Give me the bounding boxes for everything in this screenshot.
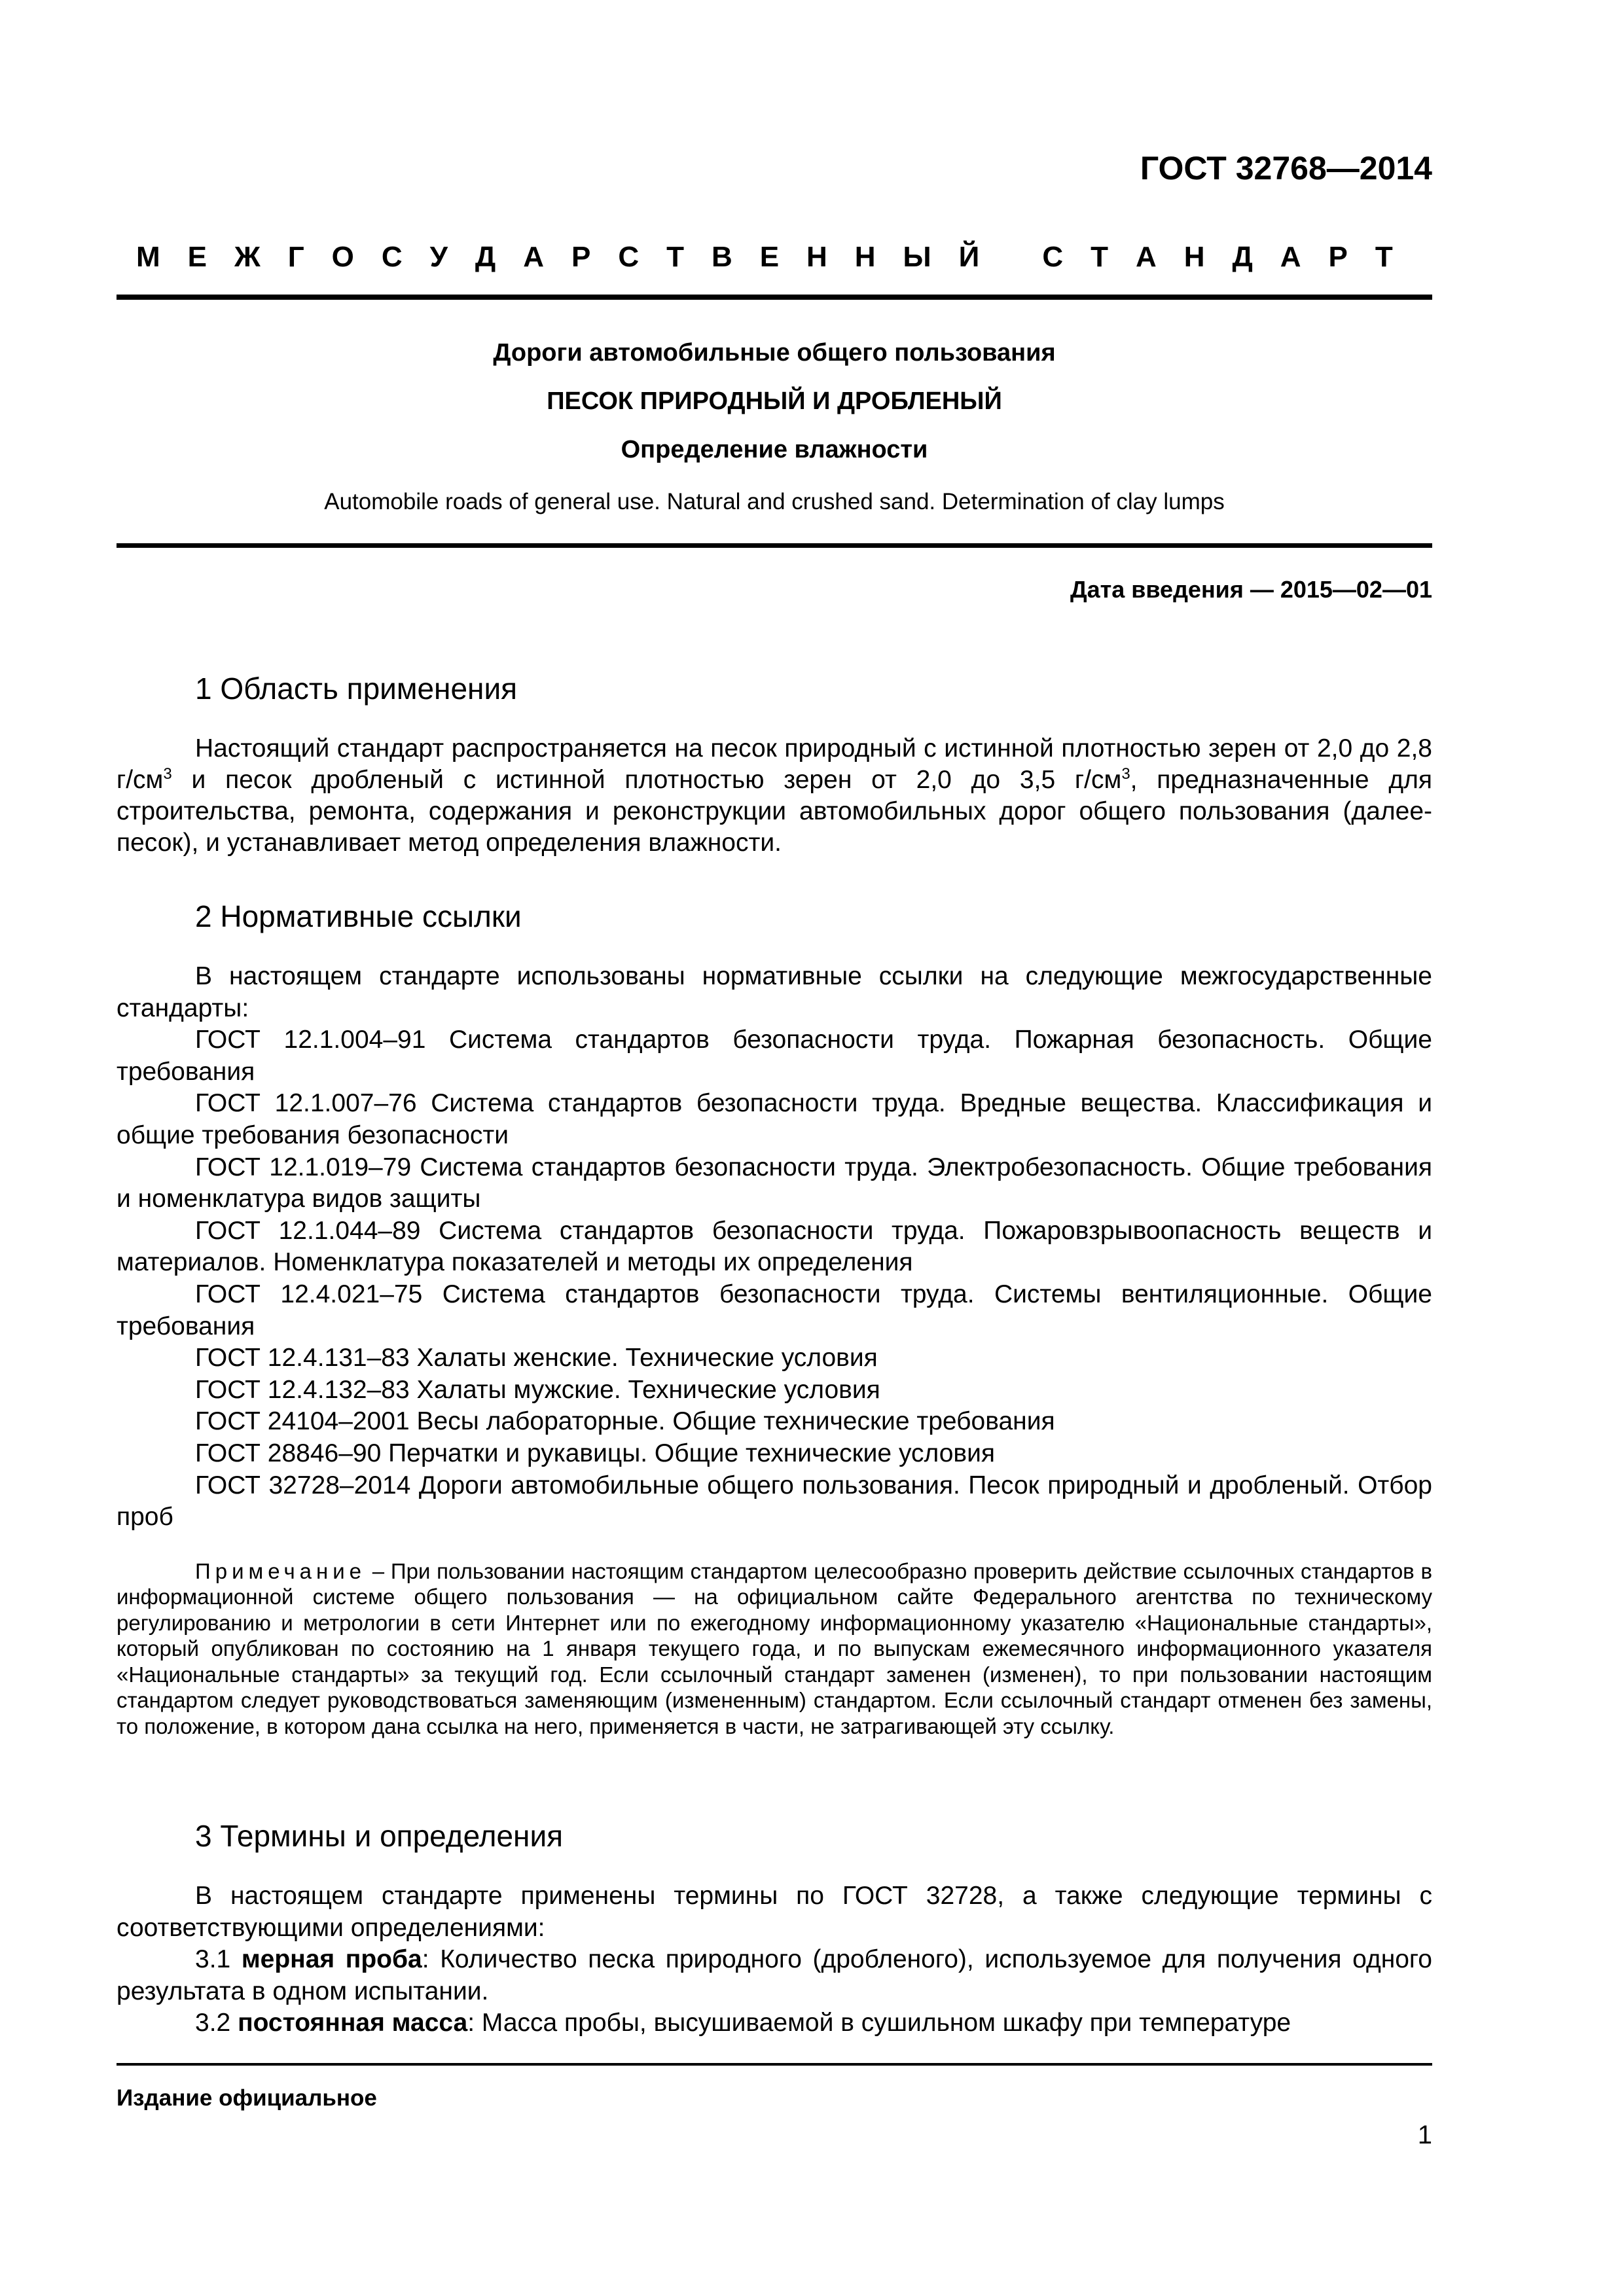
- caption-letter: В: [711, 241, 732, 273]
- term-item: [117, 2007, 1432, 2039]
- title-line-2: ПЕСОК ПРИРОДНЫЙ И ДРОБЛЕНЫЙ: [547, 387, 1002, 415]
- references-list: [117, 961, 1432, 1534]
- caption-letter: Н: [806, 241, 827, 273]
- text-run: , предназначенные для строительства, ремонта, содержания и реконструкции автомобильных дорог общего пользования (далее-песок), и устанавливает метод определения влажности.: [117, 766, 1432, 857]
- term-number: 3.2: [195, 2009, 238, 2037]
- title-block: [117, 329, 1432, 530]
- official-edition-label: Издание официальное: [117, 2085, 377, 2111]
- caption-letter: Е: [187, 241, 207, 273]
- section-heading: 3 Термины и определения: [195, 1819, 564, 1853]
- term-definition: : Масса пробы, высушиваемой в сушильном шкафу при температуре: [467, 2009, 1291, 2037]
- section-heading: 1 Область применения: [195, 672, 518, 706]
- caption-letter: О: [331, 241, 354, 273]
- caption-letter: Р: [571, 241, 591, 273]
- note-label: Примечание: [195, 1558, 367, 1583]
- term-item: [117, 1944, 1432, 2007]
- header-rule: [117, 295, 1432, 300]
- caption-letter: С: [381, 241, 403, 273]
- reference-item: ГОСТ 32728–2014 Дороги автомобильные общего пользования. Песок природный и дробленый. Отбор проб: [117, 1471, 1432, 1532]
- caption-letter: С: [618, 241, 640, 273]
- caption-letter: Д: [475, 241, 496, 273]
- reference-item: ГОСТ 24104–2001 Весы лабораторные. Общие технические требования: [195, 1407, 1055, 1436]
- caption-letter: Й: [958, 241, 980, 273]
- document-number: ГОСТ 32768—2014: [1140, 150, 1432, 187]
- caption-letter: Т: [666, 241, 684, 273]
- reference-item: ГОСТ 12.4.131–83 Халаты женские. Технические условия: [195, 1344, 878, 1372]
- caption-letter: М: [136, 241, 160, 273]
- caption-letter: Н: [854, 241, 876, 273]
- caption-letter: Т: [1091, 241, 1108, 273]
- section-terms-definitions: [117, 1816, 1432, 2039]
- reference-item: ГОСТ 12.1.004–91 Система стандартов безопасности труда. Пожарная безопасность. Общие требования: [117, 1026, 1432, 1086]
- term-name: мерная проба: [241, 1945, 422, 1974]
- term-definition: : Количество песка природного (дробленого), используемое для получения одного результата в одном испытании.: [117, 1945, 1432, 2005]
- title-line-3: Определение влажности: [621, 436, 928, 463]
- caption-letter: А: [1280, 241, 1301, 273]
- caption-letter: У: [429, 241, 448, 273]
- caption-letter: Ы: [903, 241, 931, 273]
- reference-item: ГОСТ 12.1.044–89 Система стандартов безопасности труда. Пожаровзрывоопасность веществ и материалов. Номенклатура показателей и методы их определения: [117, 1216, 1432, 1277]
- references-intro: В настоящем стандарте использованы нормативные ссылки на следующие межгосударственные стандарты:: [117, 962, 1432, 1022]
- reference-item: ГОСТ 12.4.021–75 Система стандартов безопасности труда. Системы вентиляционные. Общие требования: [117, 1280, 1432, 1340]
- caption-letter: С: [1042, 241, 1064, 273]
- caption-letter: Ж: [234, 241, 261, 273]
- superscript: 3: [163, 765, 172, 783]
- superscript: 3: [1121, 765, 1130, 783]
- reference-item: ГОСТ 12.4.132–83 Халаты мужские. Технические условия: [195, 1375, 880, 1404]
- reference-item: ГОСТ 12.1.019–79 Система стандартов безопасности труда. Электробезопасность. Общие требования и номенклатура видов защиты: [117, 1153, 1432, 1213]
- page-number: 1: [1417, 2121, 1432, 2149]
- caption-letter: Д: [1232, 241, 1253, 273]
- caption-letter: Т: [1375, 241, 1393, 273]
- title-line-1: Дороги автомобильные общего пользования: [493, 339, 1056, 367]
- english-title: Automobile roads of general use. Natural and crushed sand. Determination of clay lumps: [324, 489, 1225, 514]
- footer-rule: [117, 2063, 1432, 2066]
- section-paragraph: [117, 733, 1432, 859]
- note-paragraph: [117, 1558, 1432, 1740]
- text-run: Настоящий стандарт распространяется на песок природный с истинной плотностью зерен от 2,0 до 2,8 г/см: [117, 734, 1432, 794]
- term-number: 3.1: [195, 1945, 242, 1974]
- section-scope: [117, 669, 1432, 859]
- reference-item: ГОСТ 28846–90 Перчатки и рукавицы. Общие технические условия: [195, 1439, 996, 1467]
- section-heading: 2 Нормативные ссылки: [195, 899, 522, 933]
- caption-letter: А: [523, 241, 545, 273]
- interstate-standard-caption: [136, 241, 1393, 274]
- introduction-date: Дата введения — 2015—02—01: [1070, 576, 1432, 603]
- caption-letter: А: [1135, 241, 1157, 273]
- terms-list: [117, 1880, 1432, 2039]
- terms-intro: В настоящем стандарте применены термины по ГОСТ 32728, а также следующие термины с соответствующими определениями:: [117, 1882, 1432, 1942]
- section-normative-references: [117, 897, 1432, 1739]
- reference-item: ГОСТ 12.1.007–76 Система стандартов безопасности труда. Вредные вещества. Классификация и общие требования безопасности: [117, 1089, 1432, 1149]
- caption-letter: Р: [1328, 241, 1348, 273]
- caption-word-gap: [1007, 241, 1015, 274]
- caption-letter: Е: [759, 241, 780, 273]
- caption-letter: Н: [1183, 241, 1205, 273]
- title-rule: [117, 543, 1432, 548]
- term-name: постоянная масса: [238, 2009, 468, 2037]
- text-run: и песок дробленый с истинной плотностью зерен от 2,0 до 3,5 г/см: [171, 766, 1122, 794]
- note-text: – При пользовании настоящим стандартом целесообразно проверить действие ссылочных стандартов в информационной системе общего пользования — на официальном сайте Федерального агентства по техническому регулированию и метрологии в сети Интернет или по ежегодному информационному указателю «Национальные стандарты», который опубликован по состоянию на 1 января текущего года, и по выпускам ежемесячного информационного указателя «Национальные стандарты» за текущий год. Если ссылочный стандарт заменен (изменен), то при пользовании настоящим стандартом следует руководствоваться заменяющим (измененным) стандартом. Если ссылочный стандарт отменен без замены, то положение, в котором дана ссылка на него, применяется в части, не затрагивающей эту ссылку.: [117, 1558, 1432, 1738]
- caption-letter: Г: [287, 241, 304, 273]
